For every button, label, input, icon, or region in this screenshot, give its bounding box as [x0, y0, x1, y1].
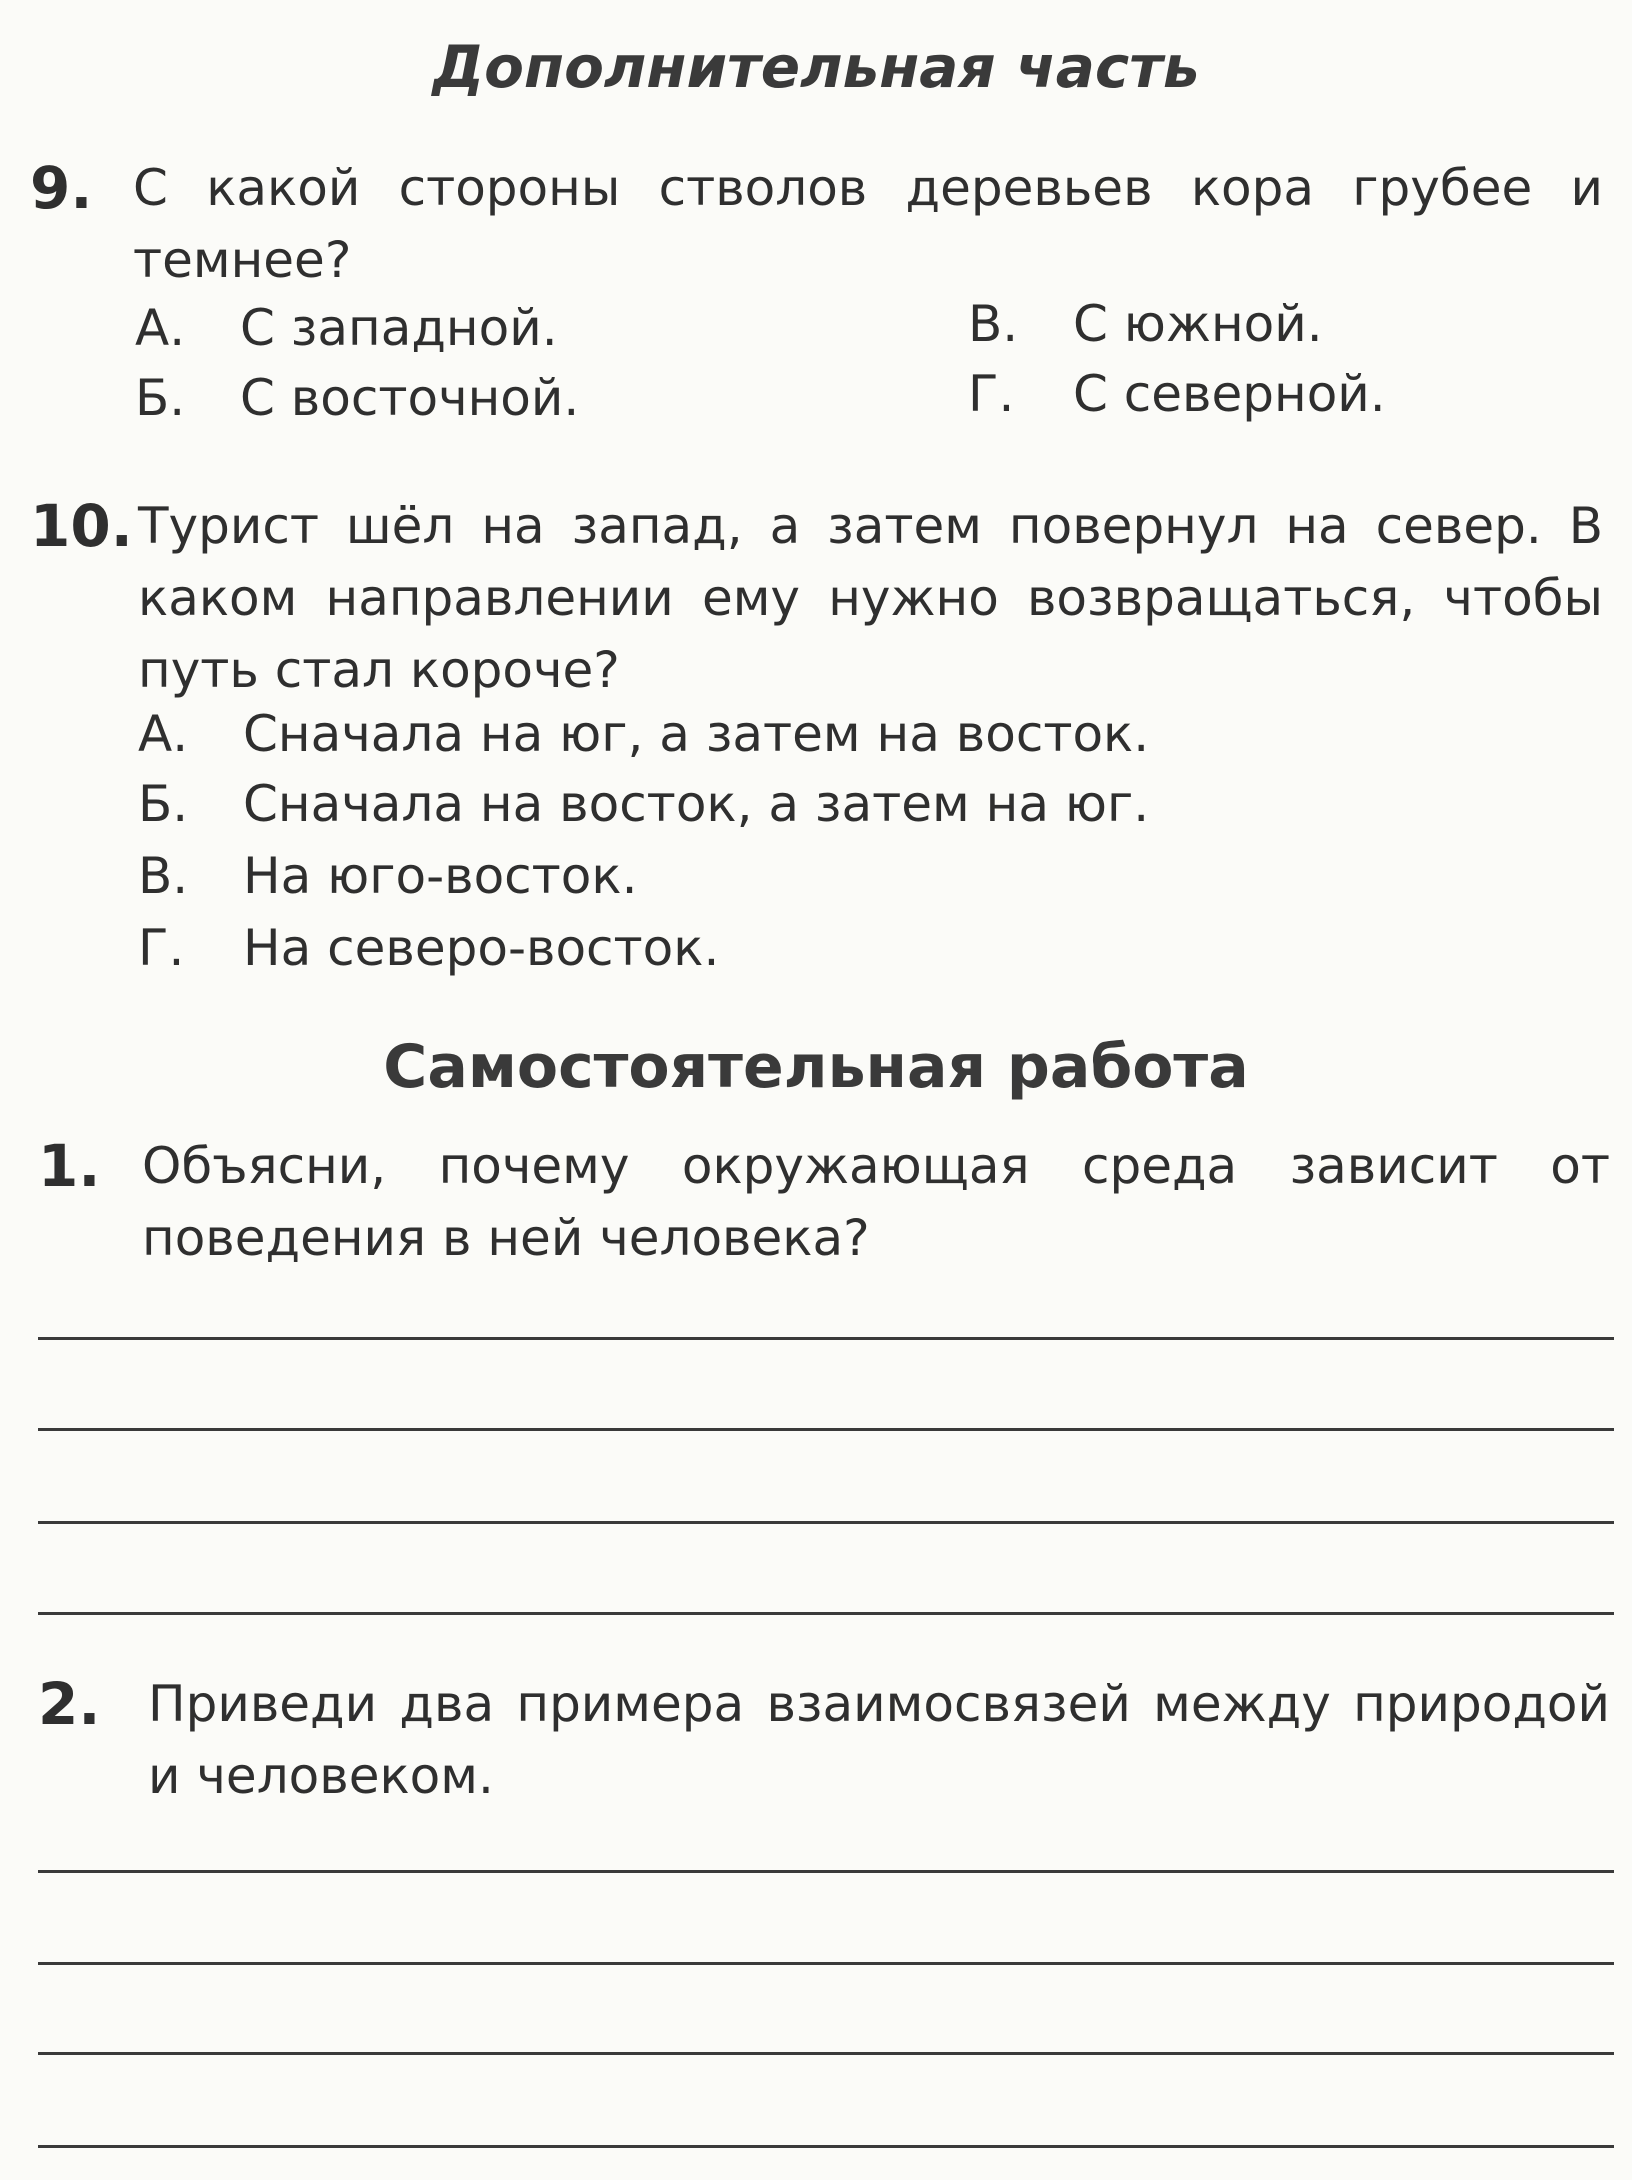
option-text: Сначала на юг, а затем на восток.: [243, 705, 1150, 763]
independent-question-2-text: Приведи два примера взаимосвязей между природой и человеком.: [148, 1675, 1610, 1805]
question-10-option-a: [138, 698, 1149, 770]
option-letter: А.: [138, 705, 189, 763]
question-9-option-a: [135, 292, 558, 364]
option-text: На северо-восток.: [243, 919, 720, 977]
option-letter: Б.: [135, 369, 186, 427]
answer-line: [38, 1337, 1614, 1340]
option-text: На юго-восток.: [243, 847, 638, 905]
question-10-number: 10.: [30, 492, 133, 560]
option-letter: Б.: [138, 775, 189, 833]
option-letter: В.: [138, 847, 189, 905]
option-letter: А.: [135, 299, 186, 357]
answer-line: [38, 2145, 1614, 2148]
question-9-option-v: [968, 288, 1323, 360]
option-text: С западной.: [240, 299, 558, 357]
independent-question-2-number: 2.: [38, 1670, 101, 1738]
question-10-option-b: [138, 768, 1149, 840]
section-title-additional: Дополнительная часть: [432, 33, 1200, 101]
answer-line: [38, 1521, 1614, 1524]
answer-line: [38, 2052, 1614, 2055]
answer-line: [38, 1962, 1614, 1965]
option-text: Сначала на восток, а затем на юг.: [243, 775, 1150, 833]
independent-question-1-text: Объясни, почему окружающая среда зависит от поведения в ней человека?: [142, 1137, 1610, 1267]
question-9-option-g: [968, 358, 1386, 430]
option-letter: Г.: [138, 919, 185, 977]
question-10-option-v: [138, 840, 637, 912]
section-title-independent: Самостоятельная работа: [383, 1032, 1249, 1102]
option-text: С северной.: [1073, 365, 1386, 423]
question-9-number: 9.: [30, 154, 93, 222]
answer-line: [38, 1870, 1614, 1873]
question-10-text: Турист шёл на запад, а затем повернул на север. В каком направлении ему нужно возвращаться, чтобы путь стал короче?: [138, 497, 1603, 699]
independent-question-1-number: 1.: [38, 1132, 101, 1200]
option-letter: Г.: [968, 365, 1015, 423]
question-10-option-g: [138, 912, 719, 984]
option-text: С южной.: [1073, 295, 1323, 353]
question-9-text: С какой стороны стволов деревьев кора грубее и темнее?: [133, 159, 1603, 289]
answer-line: [38, 1428, 1614, 1431]
option-letter: В.: [968, 295, 1019, 353]
answer-line: [38, 1612, 1614, 1615]
option-text: С восточной.: [240, 369, 580, 427]
question-9-option-b: [135, 362, 579, 434]
